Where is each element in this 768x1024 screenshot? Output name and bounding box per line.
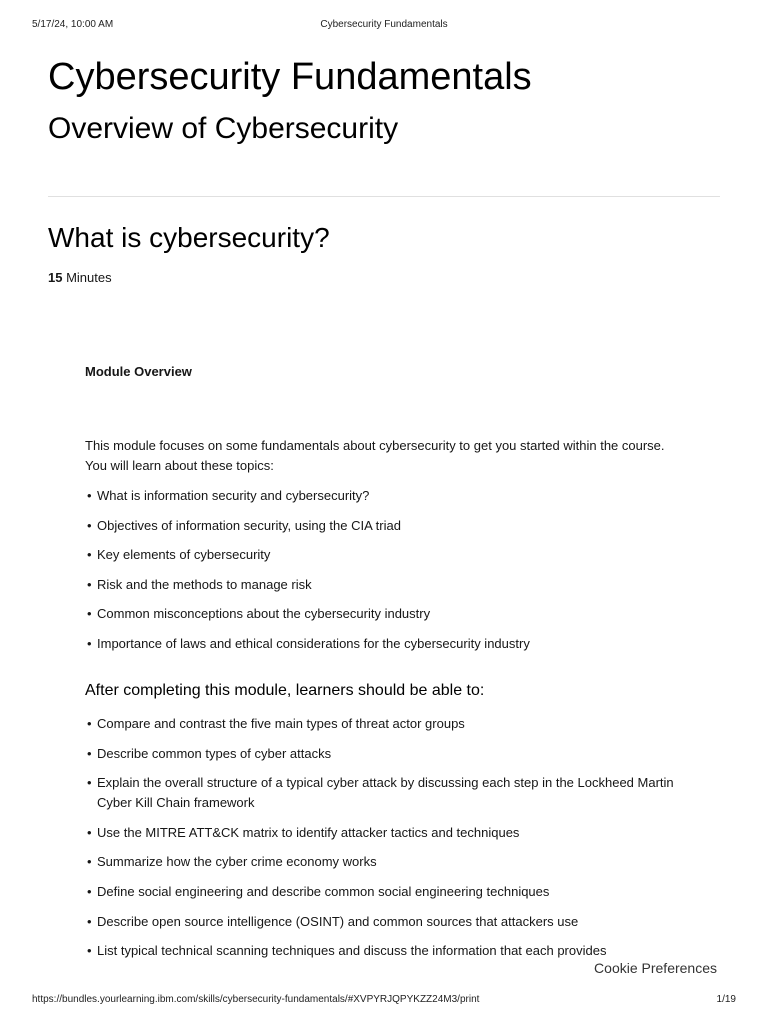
objective-item: • Explain the overall structure of a typical cyber attack by discussing each step in the Lockheed Martin Cyber Kill Chain framework <box>85 773 685 813</box>
topic-item: • Importance of laws and ethical considerations for the cybersecurity industry <box>85 634 685 654</box>
module-overview <box>85 362 685 971</box>
print-header <box>32 19 736 33</box>
section-title: Overview of Cybersecurity <box>48 112 399 145</box>
divider <box>48 196 720 197</box>
page-number: 1/19 <box>716 994 736 1005</box>
topics-list <box>85 486 685 654</box>
module-overview-label: Module Overview <box>85 364 192 379</box>
objective-item: • Describe common types of cyber attacks <box>85 744 685 764</box>
objective-item: • Define social engineering and describe common social engineering techniques <box>85 882 685 902</box>
main-content <box>48 54 720 287</box>
topic-item: • Key elements of cybersecurity <box>85 545 685 565</box>
outcomes-heading: After completing this module, learners should be able to: <box>85 681 485 699</box>
module-intro: This module focuses on some fundamentals about cybersecurity to get you started within the course. You will learn about these topics: <box>85 438 665 473</box>
duration-unit: Minutes <box>66 270 112 285</box>
topic-item: • Common misconceptions about the cybersecurity industry <box>85 604 685 624</box>
duration-value: 15 <box>48 270 63 285</box>
lesson-title: What is cybersecurity? <box>48 222 330 253</box>
cookie-preferences-link[interactable]: Cookie Preferences <box>594 960 717 976</box>
topic-item: • Objectives of information security, using the CIA triad <box>85 516 685 536</box>
print-doc-title: Cybersecurity Fundamentals <box>320 19 448 30</box>
objective-item: • Summarize how the cyber crime economy works <box>85 852 685 872</box>
objectives-list <box>85 714 685 961</box>
print-footer <box>32 994 736 1008</box>
print-date: 5/17/24, 10:00 AM <box>32 19 114 30</box>
print-url: https://bundles.yourlearning.ibm.com/skills/cybersecurity-fundamentals/#XVPYRJQPYKZZ24M3/print <box>32 994 480 1005</box>
objective-item: • Use the MITRE ATT&CK matrix to identify attacker tactics and techniques <box>85 823 685 843</box>
topic-item: • Risk and the methods to manage risk <box>85 575 685 595</box>
objective-item: • List typical technical scanning techniques and discuss the information that each provides <box>85 941 685 961</box>
topic-item: • What is information security and cybersecurity? <box>85 486 685 506</box>
lesson-duration <box>48 269 720 287</box>
objective-item: • Compare and contrast the five main types of threat actor groups <box>85 714 685 734</box>
course-title: Cybersecurity Fundamentals <box>48 56 532 98</box>
objective-item: • Describe open source intelligence (OSINT) and common sources that attackers use <box>85 912 685 932</box>
